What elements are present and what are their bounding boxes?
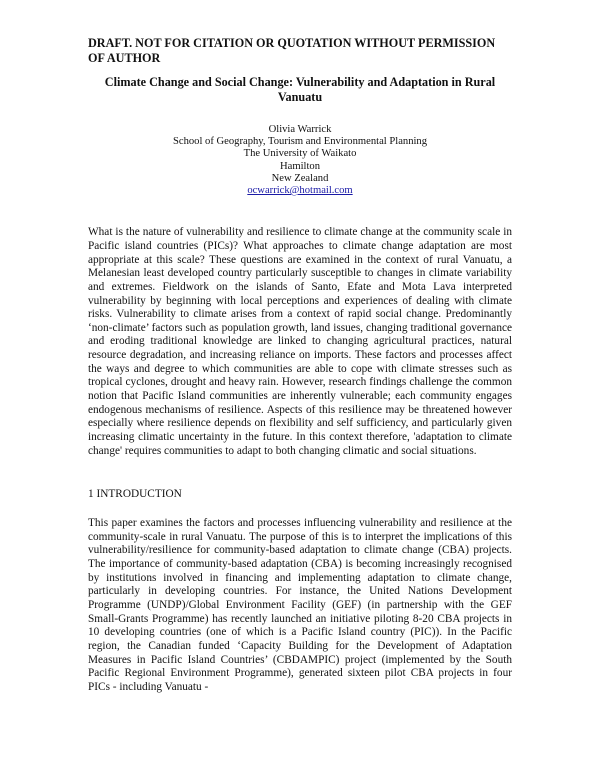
author-country: New Zealand — [271, 172, 329, 184]
author-university: The University of Waikato — [243, 148, 357, 160]
author-city: Hamilton — [279, 160, 321, 172]
abstract-paragraph: What is the nature of vulnerability and resilience to climate change at the community scale in Pacific island countries (PICs)? What approaches to climate change adaptation are most appropriate at this scale? These questions are examined in the context of rural Vanuatu, a Melanesian least developed country particularly susceptible to changes in climate variability and extremes. Fieldwork on the islands of Santo, Efate and Mota Lava interpreted vulnerability by beginning with local perceptions and experiences of dealing with climate risks. Vulnerability to climate arises from a context of rapid social change. Predominantly ‘non-climate’ factors such as population growth, land issues, changing traditional governance and eroding traditional knowledge are linked to changing agricultural practices, natural resource degradation, and increasing reliance on imports. These factors and processes affect the ways and degree to which communities are able to cope with climate stresses such as tropical cyclones, drought and heavy rain. However, research findings challenge the common notion that Pacific Island communities are inherently vulnerable; each community engages endogenous mechanisms of resilience. Aspects of this resilience may be threatened however especially where resilience depends on flexibility and self sufficiency, and particularly given increasing climatic uncertainty in the future. In this context therefore, 'adaptation to climate change' requires communities to adapt to both changing climatic and social situations. — [88, 226, 512, 457]
section-heading-introduction: 1 INTRODUCTION — [88, 488, 182, 501]
paper-title: Climate Change and Social Change: Vulnerability and Adaptation in Rural Vanuatu — [104, 75, 496, 104]
draft-notice: DRAFT. NOT FOR CITATION OR QUOTATION WITHOUT PERMISSION OF AUTHOR — [88, 36, 496, 65]
introduction-paragraph: This paper examines the factors and processes influencing vulnerability and resilience at the community-scale in rural Vanuatu. The purpose of this is to interpret the implications of this vulnerability/resilience for community-based adaptation to climate change (CBA) projects. The importance of community-based adaptation (CBA) is becoming increasingly recognised by institutions involved in financing and implementing adaptation to climate change, particularly in developing countries. For instance, the United Nations Development Programme (UNDP)/Global Environment Facility (GEF) (in partnership with the GEF Small-Grants Programme) has recently launched an initiative piloting 8-20 CBA projects in 10 developing countries (one of which is a Pacific Island country (PIC)). In the Pacific region, the Canadian funded ‘Capacity Building for the Development of Adaptation Measures in Pacific Island Countries’ (CBDAMPIC) project (implemented by the South Pacific Regional Environment Programme), generated sixteen pilot CBA projects in four PICs - including Vanuatu - — [88, 516, 512, 693]
author-name: Olivia Warrick — [268, 124, 332, 135]
author-email-link[interactable]: ocwarrick@hotmail.com — [247, 185, 353, 197]
author-block — [88, 124, 512, 197]
document-page — [88, 36, 512, 695]
author-department: School of Geography, Tourism and Environmental Planning — [172, 136, 428, 148]
